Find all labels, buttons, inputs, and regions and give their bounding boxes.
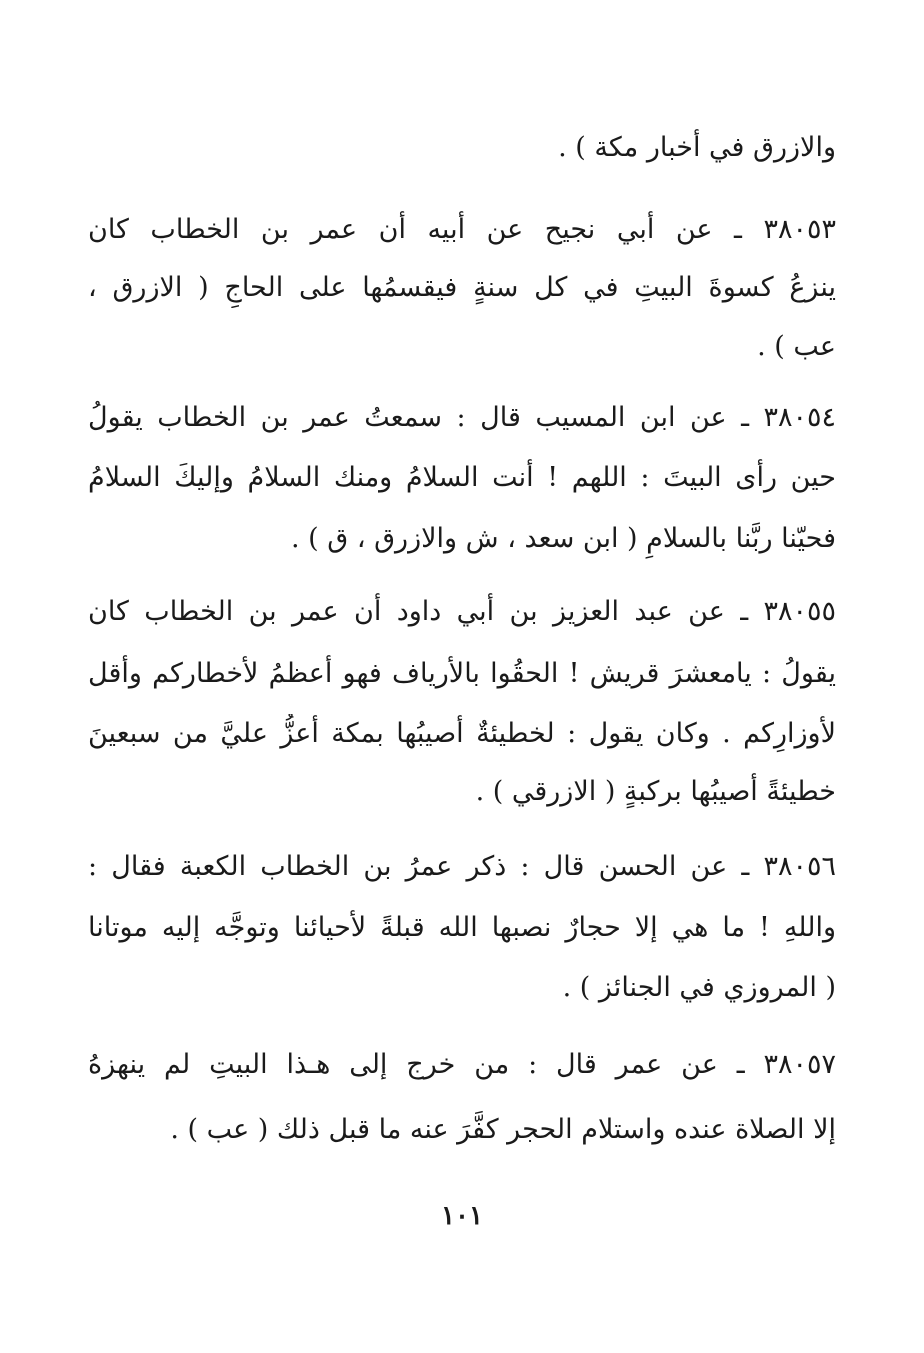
hadith-38056-line-2: واللهِ ! ما هي إلا حجارٌ نصبها الله قبلةً لأحيائنا وتوجَّه إليه موتانا (88, 912, 836, 943)
hadith-38055-line-1: ٣٨٠٥٥ ـ عن عبد العزيز بن أبي داود أن عمر بن الخطاب كان (88, 596, 836, 627)
hadith-38053-line-1: ٣٨٠٥٣ ـ عن أبي نجيح عن أبيه أن عمر بن الخطاب كان (88, 214, 836, 245)
page-number: ١٠١ (441, 1201, 483, 1231)
hadith-38054-line-3: فحيّنا ربَّنا بالسلامِ ( ابن سعد ، ش والازرق ، ق ) . (291, 523, 836, 554)
hadith-38054-line-2: حين رأى البيتَ : اللهم ! أنت السلامُ ومنك السلامُ وإليكَ السلامُ (88, 462, 836, 493)
hadith-38055-line-4: خطيئةً أصيبُها بركبةٍ ( الازرقي ) . (475, 776, 836, 807)
hadith-38053-line-2: ينزعُ كسوةَ البيتِ في كل سنةٍ فيقسمُها على الحاجِ ( الازرق ، (88, 272, 836, 303)
hadith-38054-line-1: ٣٨٠٥٤ ـ عن ابن المسيب قال : سمعتُ عمر بن الخطاب يقولُ (88, 402, 836, 433)
hadith-38057-line-1: ٣٨٠٥٧ ـ عن عمر قال : من خرج إلى هـذا البيتِ لم ينهزهُ (88, 1049, 836, 1080)
hadith-38056-line-1: ٣٨٠٥٦ ـ عن الحسن قال : ذكر عمرُ بن الخطاب الكعبة فقال : (88, 851, 836, 882)
hadith-38053-line-3: عب ) . (757, 331, 836, 362)
hadith-38055-line-3: لأوزارِكم . وكان يقول : لخطيئةٌ أصيبُها بمكة أعزُّ عليَّ من سبعينَ (88, 718, 836, 749)
hadith-38057-line-2: إلا الصلاة عنده واستلام الحجر كفَّرَ عنه ما قبل ذلك ( عب ) . (170, 1114, 836, 1145)
text-line: والازرق في أخبار مكة ) . (558, 132, 836, 163)
hadith-38056-line-3: ( المروزي في الجنائز ) . (562, 972, 836, 1003)
hadith-38055-line-2: يقولُ : يامعشرَ قريش ! الحقُوا بالأرياف فهو أعظمُ لأخطاركم وأقل (88, 658, 836, 689)
